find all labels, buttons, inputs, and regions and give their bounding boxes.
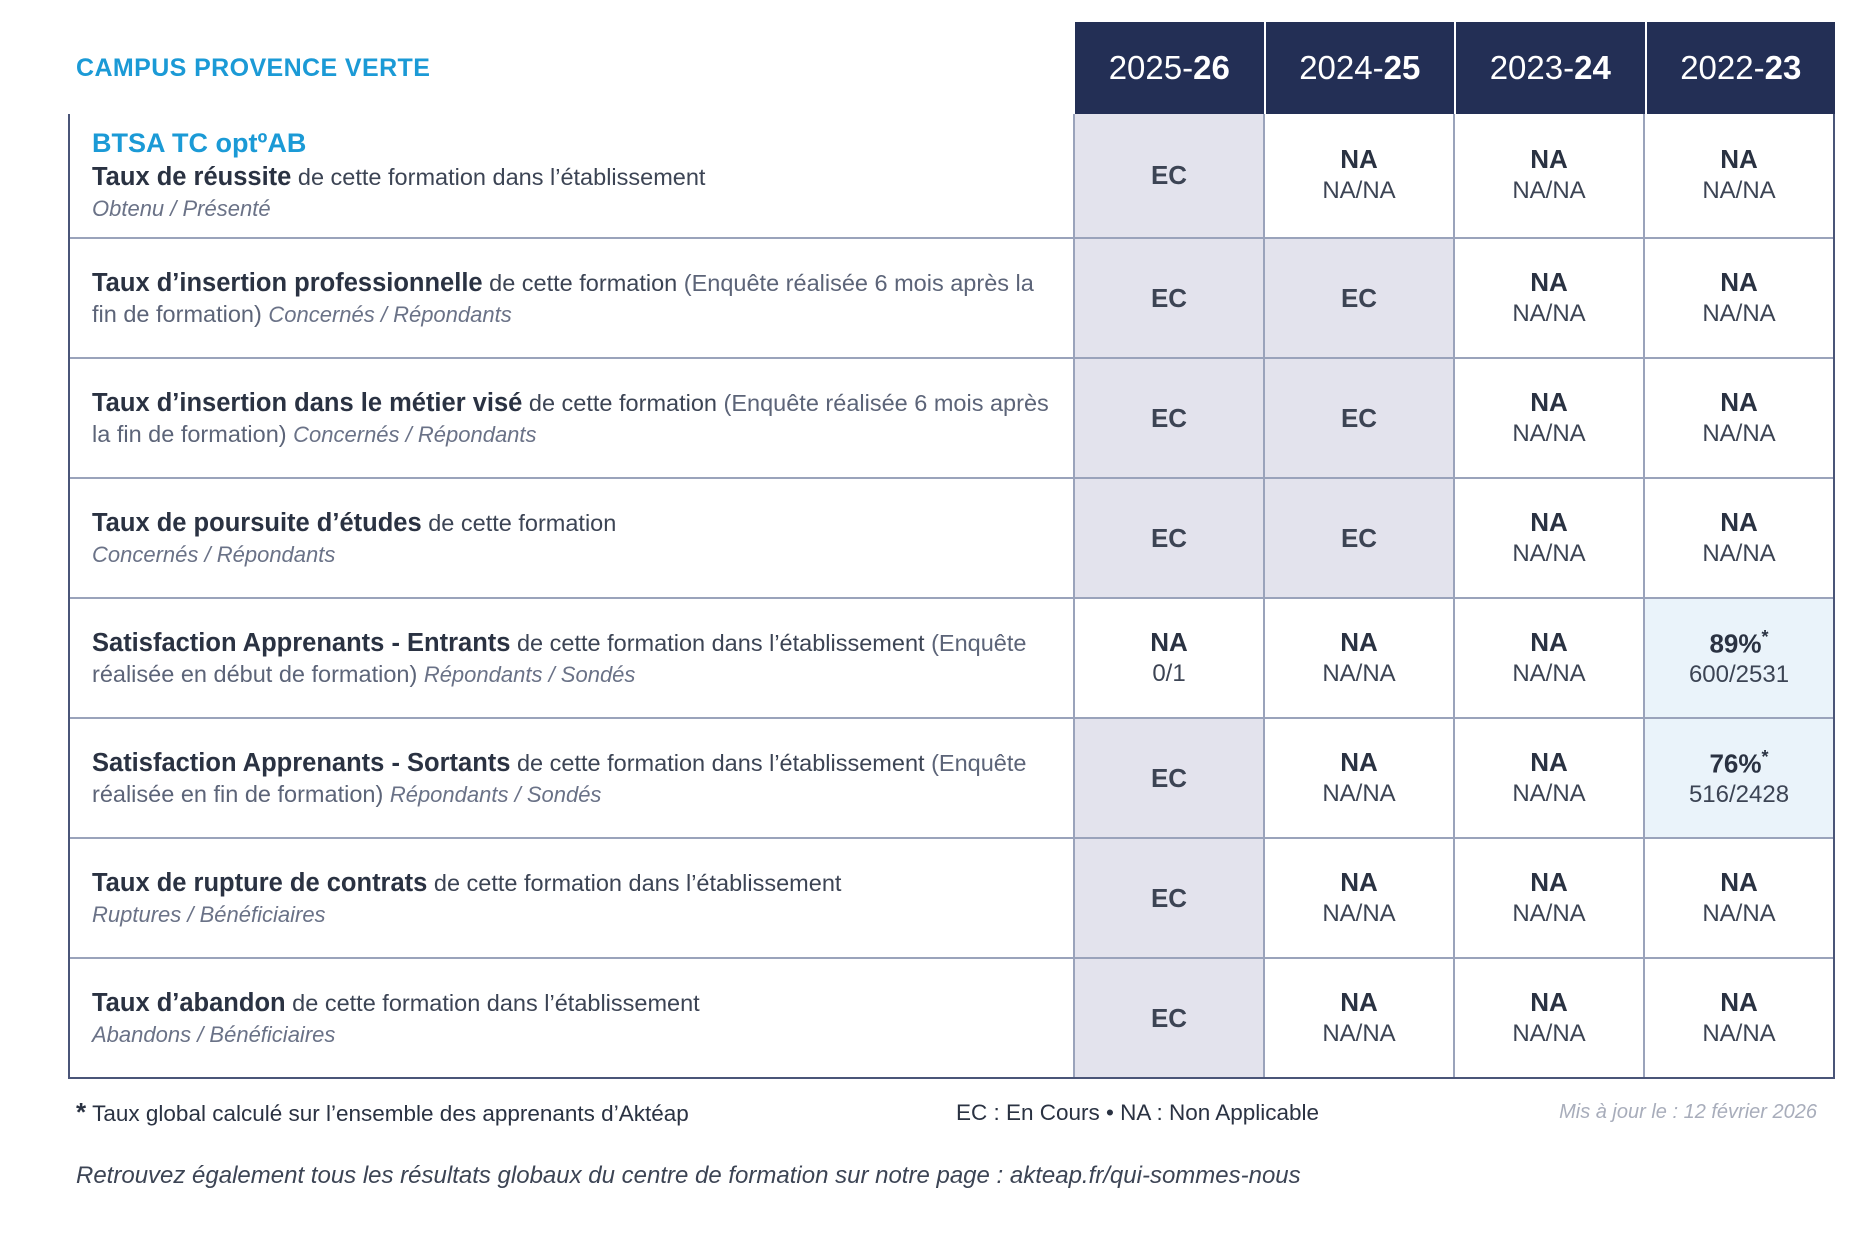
legend — [68, 1079, 1835, 1128]
value-cell — [1645, 839, 1833, 957]
value-main: NA — [1720, 386, 1758, 417]
value-cell — [1455, 719, 1645, 837]
value-main — [1709, 627, 1768, 660]
value-cell — [1645, 114, 1833, 237]
value-detail: NA/NA — [1322, 177, 1396, 205]
value-cell — [1265, 719, 1455, 837]
footnote-marker: * — [76, 1097, 87, 1128]
row-label-plain: de cette formation — [421, 510, 617, 537]
value-detail: NA/NA — [1512, 659, 1586, 687]
value-main: EC — [1150, 882, 1188, 913]
value-detail: NA/NA — [1512, 779, 1586, 807]
value-cell — [1075, 114, 1265, 237]
value-detail: NA/NA — [1512, 419, 1586, 447]
table-row — [70, 359, 1833, 479]
value-detail: NA/NA — [1702, 177, 1776, 205]
value-main: NA — [1720, 866, 1758, 897]
row-label-paren: (Enquête réalisée en début de formation) — [92, 629, 1027, 688]
value-cell — [1645, 959, 1833, 1077]
row-label-strong: Satisfaction Apprenants - Sortants — [92, 748, 511, 777]
value-cell — [1455, 114, 1645, 237]
value-main: EC — [1340, 282, 1378, 313]
value-main: NA — [1530, 746, 1568, 777]
row-label-plain: de cette formation — [482, 269, 684, 296]
row-label — [70, 839, 1075, 957]
last-update: Mis à jour le : 12 février 2026 — [1559, 1101, 1817, 1124]
table-row — [70, 719, 1833, 839]
value-main: EC — [1150, 1002, 1188, 1033]
row-label-strong: Taux d’insertion dans le métier visé — [92, 388, 523, 417]
row-label-sub: Répondants / Sondés — [423, 662, 636, 688]
value-main: NA — [1530, 506, 1568, 537]
value-detail: NA/NA — [1322, 659, 1396, 687]
row-label-main — [92, 987, 1051, 1020]
year-prefix: 2023- — [1489, 49, 1575, 86]
row-label-strong: Taux de rupture de contrats — [92, 869, 428, 898]
value-detail: NA/NA — [1702, 539, 1776, 567]
value-cell — [1645, 479, 1833, 597]
value-detail: NA/NA — [1512, 1019, 1586, 1047]
row-label-plain: de cette formation — [522, 389, 724, 416]
value-cell — [1075, 239, 1265, 357]
row-label-paren: (Enquête réalisée 6 mois après la fin de formation) — [92, 389, 1049, 448]
value-detail: NA/NA — [1702, 899, 1776, 927]
legend-footnote-text: Taux global calculé sur l’ensemble des apprenants d’Aktéap — [92, 1101, 689, 1127]
row-label-sub: Abandons / Bénéficiaires — [92, 1021, 336, 1047]
value-cell — [1075, 839, 1265, 957]
row-label-sub: Concernés / Répondants — [92, 541, 336, 567]
footnote-marker: * — [1761, 626, 1769, 647]
value-main: EC — [1150, 762, 1188, 793]
legend-footnote — [76, 1097, 956, 1128]
row-label — [70, 599, 1075, 717]
year-column-header — [1456, 22, 1647, 114]
table-row — [70, 599, 1833, 719]
table-header — [68, 22, 1835, 114]
value-cell — [1075, 599, 1265, 717]
year-column-header — [1647, 22, 1836, 114]
value-main: EC — [1340, 402, 1378, 433]
row-label-main — [92, 267, 1051, 330]
indicators-table — [68, 114, 1835, 1079]
value-main: NA — [1340, 144, 1378, 175]
value-cell — [1645, 359, 1833, 477]
value-detail: NA/NA — [1322, 779, 1396, 807]
year-suffix: 24 — [1574, 49, 1611, 86]
value-cell — [1075, 719, 1265, 837]
value-cell — [1645, 719, 1833, 837]
value-main: NA — [1530, 986, 1568, 1017]
brand-cell — [68, 22, 1075, 114]
value-main: EC — [1150, 160, 1188, 191]
value-detail: NA/NA — [1702, 1019, 1776, 1047]
row-label — [70, 719, 1075, 837]
value-detail: 600/2531 — [1688, 661, 1790, 689]
value-cell — [1075, 959, 1265, 1077]
row-label-strong: Taux d’insertion professionnelle — [92, 268, 483, 297]
year-suffix: 26 — [1193, 49, 1230, 86]
row-label-main — [92, 387, 1051, 450]
table-row — [70, 239, 1833, 359]
value-main: NA — [1340, 986, 1378, 1017]
value-main: NA — [1150, 626, 1188, 657]
value-detail: NA/NA — [1512, 899, 1586, 927]
value-main: NA — [1340, 866, 1378, 897]
row-label — [70, 959, 1075, 1077]
value-main — [1709, 747, 1768, 780]
value-main: EC — [1340, 522, 1378, 553]
value-detail: NA/NA — [1702, 299, 1776, 327]
year-column-header — [1075, 22, 1266, 114]
value-cell — [1455, 479, 1645, 597]
value-cell — [1265, 359, 1455, 477]
value-main: NA — [1340, 626, 1378, 657]
row-label — [70, 359, 1075, 477]
row-label — [70, 479, 1075, 597]
row-label-sub: Obtenu / Présenté — [92, 195, 271, 221]
table-row — [70, 114, 1833, 239]
row-label-plain: de cette formation dans l’établissement — [285, 990, 700, 1017]
value-cell — [1455, 359, 1645, 477]
value-cell — [1455, 959, 1645, 1077]
row-label-main — [92, 161, 1051, 194]
value-detail: 0/1 — [1152, 659, 1186, 687]
row-label-plain: de cette formation dans l’établissement — [510, 749, 932, 776]
value-main: NA — [1720, 506, 1758, 537]
value-percent: 89% — [1709, 628, 1762, 659]
table-row — [70, 959, 1833, 1077]
value-main: NA — [1530, 386, 1568, 417]
row-label-paren: (Enquête réalisée en fin de formation) — [92, 749, 1027, 808]
value-main: NA — [1530, 266, 1568, 297]
value-main: NA — [1720, 144, 1758, 175]
year-prefix: 2025- — [1108, 49, 1194, 86]
value-cell — [1075, 359, 1265, 477]
row-label-strong: Taux d’abandon — [92, 989, 286, 1018]
value-cell — [1645, 239, 1833, 357]
year-prefix: 2024- — [1299, 49, 1384, 86]
row-label-sub: Concernés / Répondants — [293, 422, 537, 448]
value-detail: NA/NA — [1512, 177, 1586, 205]
value-main: EC — [1150, 402, 1188, 433]
value-cell — [1455, 599, 1645, 717]
footnote-marker: * — [1761, 746, 1769, 767]
footer-note[interactable]: Retrouvez également tous les résultats globaux du centre de formation sur notre page : akteap.fr/qui-sommes-nous — [76, 1162, 1301, 1190]
value-main: NA — [1340, 746, 1378, 777]
row-label-paren: (Enquête réalisée 6 mois après la fin de formation) — [92, 269, 1034, 328]
value-main: NA — [1720, 986, 1758, 1017]
value-cell — [1455, 839, 1645, 957]
value-cell — [1075, 479, 1265, 597]
table-row — [70, 839, 1833, 959]
row-label-main — [92, 507, 1051, 540]
value-main: NA — [1530, 866, 1568, 897]
value-main: NA — [1530, 626, 1568, 657]
value-detail: NA/NA — [1512, 299, 1586, 327]
row-label — [70, 239, 1075, 357]
row-label-main — [92, 627, 1051, 690]
value-main: EC — [1150, 522, 1188, 553]
campus-title: CAMPUS PROVENCE VERTE — [76, 53, 431, 82]
value-cell — [1455, 239, 1645, 357]
value-detail: NA/NA — [1702, 419, 1776, 447]
row-label-strong: Taux de réussite — [92, 163, 292, 191]
table-row — [70, 479, 1833, 599]
row-label-plain: de cette formation dans l’établissement — [291, 164, 706, 190]
value-cell — [1265, 114, 1455, 237]
row-label-plain: de cette formation dans l’établissement — [427, 870, 842, 897]
row-label-main — [92, 867, 1051, 900]
year-suffix: 23 — [1764, 49, 1802, 86]
year-prefix: 2022- — [1680, 49, 1765, 86]
row-label — [70, 114, 1075, 237]
value-detail: NA/NA — [1322, 899, 1396, 927]
row-label-plain: de cette formation dans l’établissement — [510, 629, 932, 656]
year-column-header — [1266, 22, 1457, 114]
value-cell — [1265, 239, 1455, 357]
row-label-strong: Taux de poursuite d’études — [92, 509, 422, 538]
course-name: BTSA TC optºAB — [92, 128, 307, 158]
value-main: EC — [1150, 282, 1188, 313]
row-label-sub: Répondants / Sondés — [389, 782, 602, 808]
value-detail: NA/NA — [1322, 1019, 1396, 1047]
value-detail: NA/NA — [1512, 539, 1586, 567]
row-label-main — [92, 747, 1051, 810]
value-cell — [1265, 599, 1455, 717]
value-main: NA — [1720, 266, 1758, 297]
value-cell — [1645, 599, 1833, 717]
value-cell — [1265, 839, 1455, 957]
row-label-sub: Concernés / Répondants — [268, 302, 512, 328]
row-label-strong: Satisfaction Apprenants - Entrants — [92, 628, 511, 657]
value-cell — [1265, 959, 1455, 1077]
value-percent: 76% — [1709, 748, 1762, 779]
value-detail: 516/2428 — [1688, 781, 1790, 809]
row-label-sub: Ruptures / Bénéficiaires — [92, 901, 326, 927]
value-cell — [1265, 479, 1455, 597]
value-main: NA — [1530, 144, 1568, 175]
year-suffix: 25 — [1383, 49, 1421, 86]
legend-codes: EC : En Cours • NA : Non Applicable — [956, 1099, 1320, 1125]
